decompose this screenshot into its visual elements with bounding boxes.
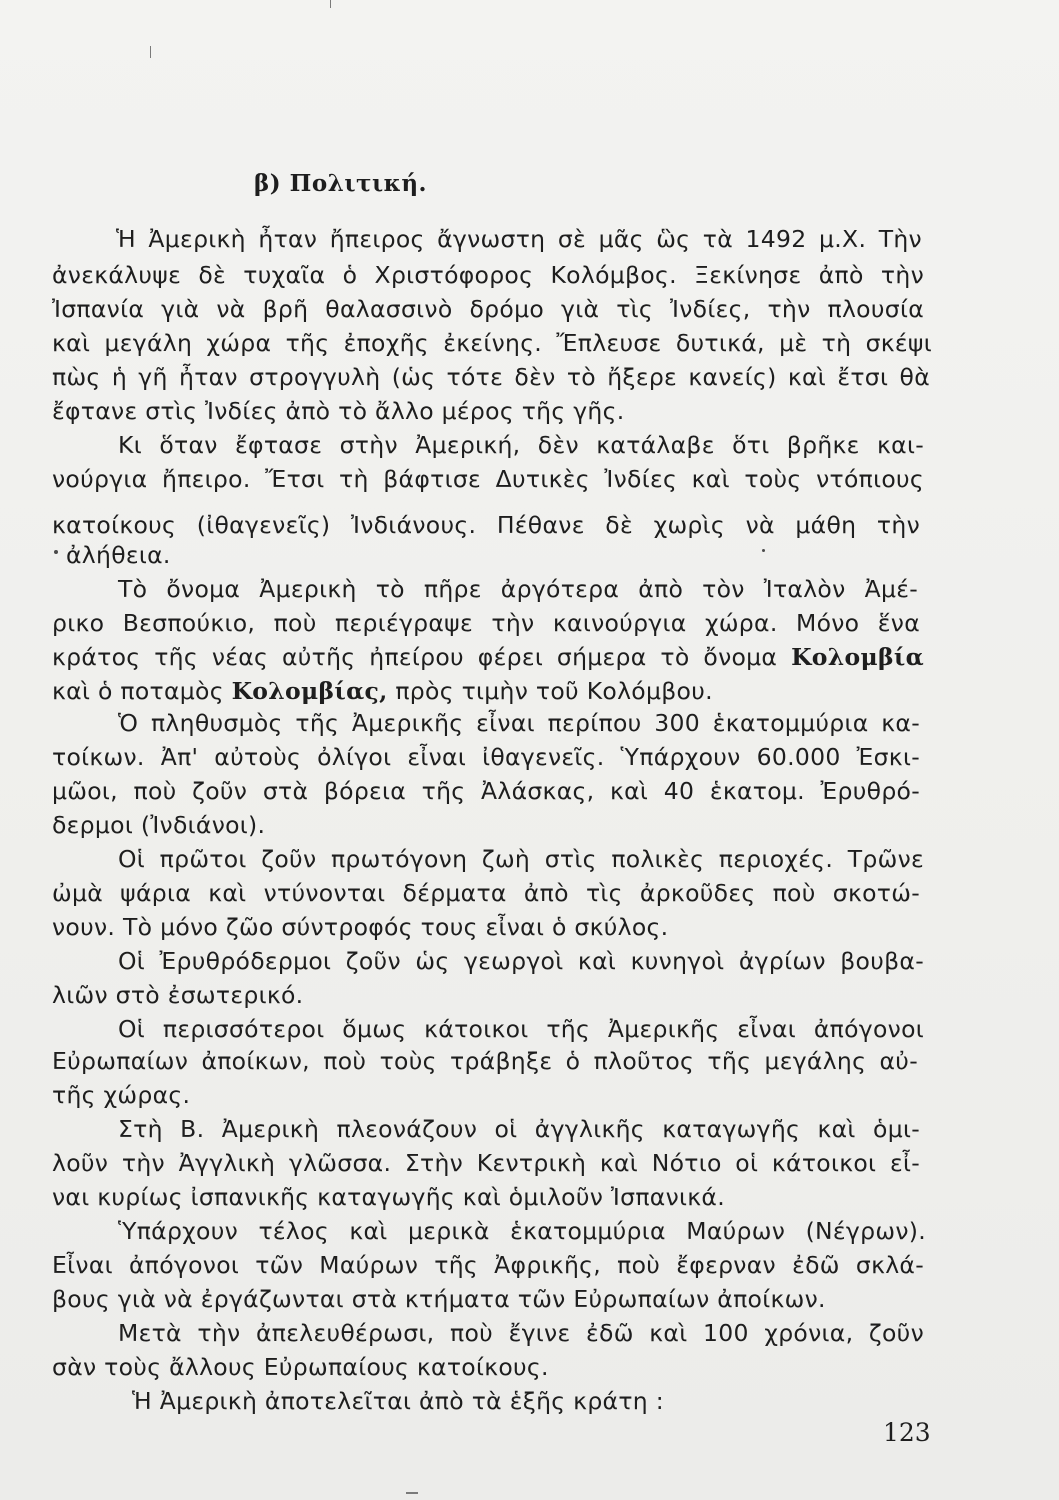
text-line <box>52 642 924 672</box>
text-line: Στὴ Β. Ἀμερικὴ πλεονάζουν οἱ ἀγγλικῆς καταγωγῆς καὶ ὁμι- <box>118 1115 920 1143</box>
scan-mark <box>406 1492 418 1494</box>
text-line: Οἱ πρῶτοι ζοῦν πρωτόγονη ζωὴ στὶς πολικὲς περιοχές. Τρῶνε <box>118 845 924 873</box>
text-line: Οἱ περισσότεροι ὅμως κάτοικοι τῆς Ἀμερικῆς εἶναι ἀπόγονοι <box>118 1015 924 1043</box>
text-line: σὰν τοὺς ἄλλους Εὐρωπαίους κατοίκους. <box>52 1353 549 1381</box>
text-line: τοίκων. Ἀπ' αὐτοὺς ὀλίγοι εἶναι ἰθαγενεῖς. Ὑπάρχουν 60.000 Ἐσκι- <box>52 743 920 771</box>
text-line: Κι ὅταν ἔφτασε στὴν Ἀμερική, δὲν κατάλαβε ὅτι βρῆκε και- <box>118 431 924 459</box>
text-line: μῶοι, ποὺ ζοῦν στὰ βόρεια τῆς Ἀλάσκας, καὶ 40 ἑκατομ. Ἐρυθρό- <box>52 777 920 805</box>
text-line: Ἡ Ἀμερικὴ ἦταν ἤπειρος ἄγνωστη σὲ μᾶς ὣς τὰ 1492 μ.Χ. Τὴν <box>116 225 922 253</box>
text-line: ὠμὰ ψάρια καὶ ντύνονται δέρματα ἀπὸ τὶς ἀρκοῦδες ποὺ σκοτώ- <box>52 879 920 907</box>
ink-speck <box>54 550 58 554</box>
line-text: κράτος τῆς νέας αὐτῆς ἠπείρου φέρει σήμερα τὸ ὄνομα <box>52 643 792 671</box>
section-heading: β) Πολιτική. <box>254 170 428 197</box>
bold-term: Κολομβίας, <box>231 677 388 705</box>
text-line: νουν. Τὸ μόνο ζῶο σύντροφός τους εἶναι ὁ σκύλος. <box>52 913 669 941</box>
text-line: νούργια ἤπειρο. Ἔτσι τὴ βάφτισε Δυτικὲς Ἰνδίες καὶ τοὺς ντόπιους <box>52 465 924 493</box>
text-line: Εὐρωπαίων ἀποίκων, ποὺ τοὺς τράβηξε ὁ πλοῦτος τῆς μεγάλης αὐ- <box>52 1047 918 1075</box>
text-line: ρικο Βεσπούκιο, ποὺ περιέγραψε τὴν καινούργια χώρα. Μόνο ἕνα <box>52 609 920 637</box>
scan-mark <box>150 46 151 58</box>
text-line: κατοίκους (ἰθαγενεῖς) Ἰνδιάνους. Πέθανε δὲ χωρὶς νὰ μάθη τὴν <box>52 511 920 539</box>
text-line: λοῦν τὴν Ἀγγλικὴ γλῶσσα. Στὴν Κεντρικὴ καὶ Νότιο οἱ κάτοικοι εἶ- <box>52 1149 920 1177</box>
text-line: δερμοι (Ἰνδιάνοι). <box>52 811 266 839</box>
text-line: ἀλήθεια. <box>66 541 171 569</box>
bold-term: Κολομβία <box>791 643 924 671</box>
text-line: Μετὰ τὴν ἀπελευθέρωσι, ποὺ ἔγινε ἐδῶ καὶ 100 χρόνια, ζοῦν <box>118 1319 924 1347</box>
text-line: Ἰσπανία γιὰ νὰ βρῆ θαλασσινὸ δρόμο γιὰ τὶς Ἰνδίες, τὴν πλουσία <box>52 295 924 323</box>
line-text: πρὸς τιμὴν τοῦ Κολόμβου. <box>387 677 713 705</box>
page-number: 123 <box>883 1418 931 1447</box>
line-text: καὶ ὁ ποταμὸς <box>52 677 232 705</box>
ink-speck <box>762 549 765 552</box>
text-line: λιῶν στὸ ἐσωτερικό. <box>52 981 304 1009</box>
text-line: Ὁ πληθυσμὸς τῆς Ἀμερικῆς εἶναι περίπου 300 ἑκατομμύρια κα- <box>118 709 920 737</box>
text-line: ἀνεκάλυψε δὲ τυχαῖα ὁ Χριστόφορος Κολόμβος. Ξεκίνησε ἀπὸ τὴν <box>52 261 924 289</box>
text-line: ναι κυρίως ἰσπανικῆς καταγωγῆς καὶ ὁμιλοῦν Ἰσπανικά. <box>52 1183 725 1211</box>
text-line: πὼς ἡ γῆ ἦταν στρογγυλὴ (ὡς τότε δὲν τὸ ἤξερε κανείς) καὶ ἔτσι θὰ <box>52 363 930 391</box>
text-line: Οἱ Ἐρυθρόδερμοι ζοῦν ὡς γεωργοὶ καὶ κυνηγοὶ ἀγρίων βουβα- <box>118 947 924 975</box>
scan-mark <box>330 0 331 8</box>
text-line: Εἶναι ἀπόγονοι τῶν Μαύρων τῆς Ἀφρικῆς, ποὺ ἔφερναν ἐδῶ σκλά- <box>52 1251 924 1279</box>
text-line: βους γιὰ νὰ ἐργάζωνται στὰ κτήματα τῶν Εὐρωπαίων ἀποίκων. <box>52 1285 826 1313</box>
text-line: Ἡ Ἀμερικὴ ἀποτελεῖται ἀπὸ τὰ ἑξῆς κράτη : <box>132 1387 664 1415</box>
text-line: Ὑπάρχουν τέλος καὶ μερικὰ ἑκατομμύρια Μαύρων (Νέγρων). <box>118 1217 926 1245</box>
text-line: καὶ μεγάλη χώρα τῆς ἐποχῆς ἐκείνης. Ἔπλευσε δυτικά, μὲ τὴ σκέψι <box>52 329 932 357</box>
text-line: τῆς χώρας. <box>52 1081 191 1109</box>
text-line: Τὸ ὄνομα Ἀμερικὴ τὸ πῆρε ἀργότερα ἀπὸ τὸν Ἰταλὸν Ἀμέ- <box>118 575 918 603</box>
text-line <box>52 676 713 706</box>
text-line: ἔφτανε στὶς Ἰνδίες ἀπὸ τὸ ἄλλο μέρος τῆς γῆς. <box>52 397 625 425</box>
